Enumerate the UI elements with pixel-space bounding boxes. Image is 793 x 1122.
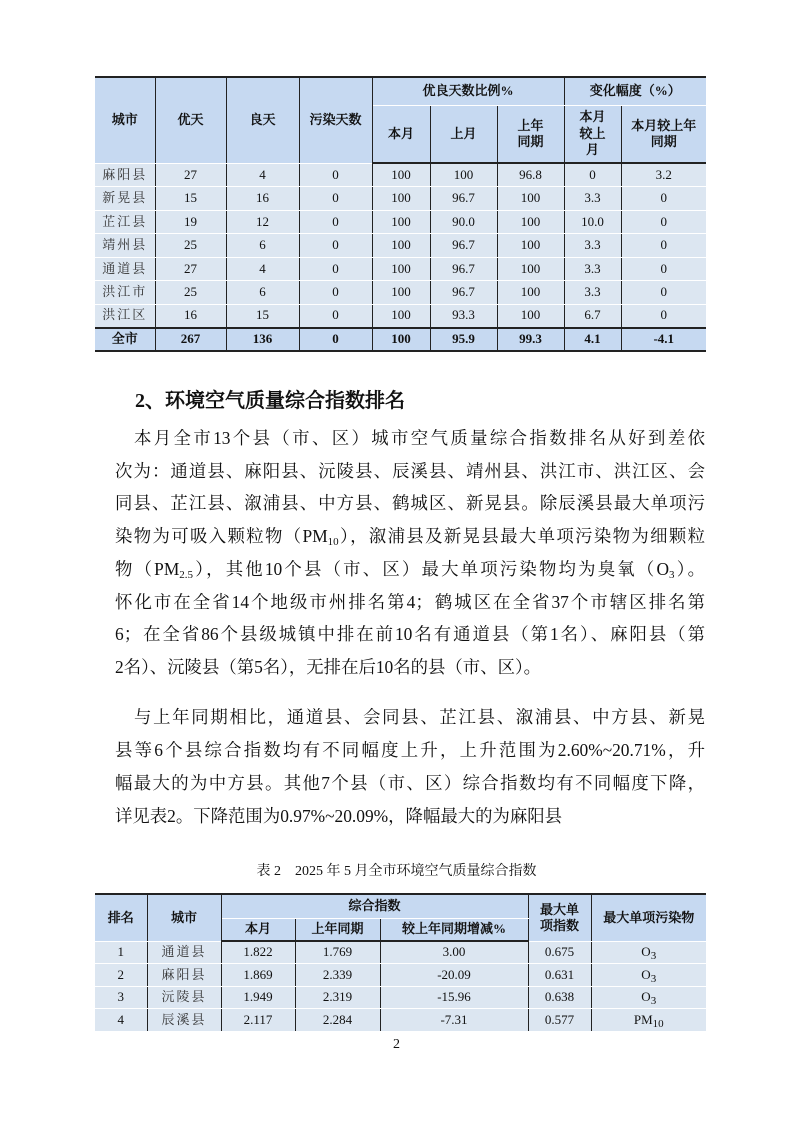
cell-change-vs-last-year: 0 bbox=[621, 210, 706, 234]
cell-city: 通道县 bbox=[95, 257, 155, 281]
cell-ratio-last-month: 96.7 bbox=[430, 187, 497, 211]
cell-ratio-last-year: 100 bbox=[497, 234, 564, 258]
cell-polluted-days: 0 bbox=[299, 234, 372, 258]
cell-change: -7.31 bbox=[380, 1009, 528, 1032]
cell-ratio-this-month: 100 bbox=[372, 281, 430, 305]
cell-ratio-last-month: 96.7 bbox=[430, 257, 497, 281]
cell-this-month: 1.949 bbox=[221, 986, 295, 1009]
cell-last-year: 2.284 bbox=[295, 1009, 380, 1032]
pollutant: O bbox=[641, 989, 651, 1005]
cell-good-days: 15 bbox=[226, 304, 299, 328]
cell-ratio-last-month: 93.3 bbox=[430, 304, 497, 328]
cell-rank: 2 bbox=[95, 964, 147, 987]
cell-last-year: 1.769 bbox=[295, 941, 380, 964]
header-last-year: 上年 同期 bbox=[497, 105, 564, 163]
cell-ratio-last-year: 96.8 bbox=[497, 163, 564, 187]
text: 本月全市13个县（市、区）城市空气质量综合指数排名从好到差依 bbox=[134, 428, 705, 448]
cell-excellent-days: 267 bbox=[155, 328, 226, 352]
text: 县等6个县综合指数均有不同幅度上升，上升范围为2.60%~20.71%，升 bbox=[115, 740, 705, 760]
paragraph-line bbox=[115, 771, 705, 795]
table-row bbox=[95, 328, 706, 352]
text: 6；在全省86个县级城镇中排在前10名有通道县（第1名）、麻阳县（第 bbox=[115, 624, 705, 644]
header-good: 良天 bbox=[226, 77, 299, 163]
pollutant: PM bbox=[633, 1011, 653, 1027]
cell-ratio-this-month: 100 bbox=[372, 304, 430, 328]
cell-ratio-last-year: 100 bbox=[497, 210, 564, 234]
header-max-pollutant: 最大单项污染物 bbox=[591, 894, 706, 941]
header-last-year: 上年同期 bbox=[295, 918, 380, 941]
text: 怀化市在全省14个地级市州排名第4；鹤城区在全省37个市辖区排名第 bbox=[115, 592, 705, 612]
cell-ratio-last-month: 90.0 bbox=[430, 210, 497, 234]
cell-rank: 3 bbox=[95, 986, 147, 1009]
cell-ratio-last-month: 100 bbox=[430, 163, 497, 187]
cell-ratio-this-month: 100 bbox=[372, 187, 430, 211]
cell-change-vs-last-year: -4.1 bbox=[621, 328, 706, 352]
paragraph-line bbox=[115, 524, 705, 548]
text: 次为：通道县、麻阳县、沅陵县、辰溪县、靖州县、洪江市、洪江区、会 bbox=[115, 461, 705, 481]
table-caption: 表 2 2025 年 5 月全市环境空气质量综合指数 bbox=[256, 864, 537, 879]
header-polluted: 污染天数 bbox=[299, 77, 372, 163]
cell-good-days: 136 bbox=[226, 328, 299, 352]
subscript: 2.5 bbox=[179, 569, 194, 581]
cell-good-days: 16 bbox=[226, 187, 299, 211]
cell-change-vs-last-month: 3.3 bbox=[564, 187, 621, 211]
cell-ratio-last-month: 95.9 bbox=[430, 328, 497, 352]
cell-excellent-days: 27 bbox=[155, 257, 226, 281]
header-rank: 排名 bbox=[95, 894, 147, 941]
cell-ratio-last-year: 99.3 bbox=[497, 328, 564, 352]
composite-index-table bbox=[95, 893, 706, 1032]
table-row bbox=[95, 210, 706, 234]
paragraph-line bbox=[115, 590, 705, 614]
cell-this-month: 1.869 bbox=[221, 964, 295, 987]
cell-good-days: 12 bbox=[226, 210, 299, 234]
paragraph-line bbox=[115, 804, 705, 828]
table-row bbox=[95, 964, 706, 987]
cell-change-vs-last-year: 0 bbox=[621, 257, 706, 281]
cell-max-index: 0.577 bbox=[528, 1009, 591, 1032]
table-row bbox=[95, 941, 706, 964]
subscript: 10 bbox=[327, 536, 339, 548]
pollutant: O bbox=[641, 944, 651, 960]
header-city: 城市 bbox=[95, 77, 155, 163]
cell-change-vs-last-month: 0 bbox=[564, 163, 621, 187]
text: 详见表2。下降范围为0.97%~20.09%，降幅最大的为麻阳县 bbox=[115, 806, 563, 826]
header-change-group: 变化幅度（%） bbox=[564, 77, 706, 105]
cell-last-year: 2.319 bbox=[295, 986, 380, 1009]
cell-ratio-last-year: 100 bbox=[497, 304, 564, 328]
section-heading: 2、环境空气质量综合指数排名 bbox=[135, 390, 405, 412]
cell-change-vs-last-year: 0 bbox=[621, 187, 706, 211]
cell-excellent-days: 25 bbox=[155, 234, 226, 258]
cell-city: 芷江县 bbox=[95, 210, 155, 234]
text: 染物为可吸入颗粒物（PM bbox=[115, 526, 328, 546]
cell-ratio-this-month: 100 bbox=[372, 328, 430, 352]
text: 同县、芷江县、溆浦县、中方县、鹤城区、新晃县。除辰溪县最大单项污 bbox=[115, 493, 705, 513]
header-this-month: 本月 bbox=[221, 918, 295, 941]
cell-change-vs-last-month: 10.0 bbox=[564, 210, 621, 234]
cell-max-pollutant bbox=[591, 941, 706, 964]
table-row bbox=[95, 986, 706, 1009]
cell-last-year: 2.339 bbox=[295, 964, 380, 987]
header-vs-last-year: 本月较上年 同期 bbox=[621, 105, 706, 163]
cell-change: 3.00 bbox=[380, 941, 528, 964]
cell-polluted-days: 0 bbox=[299, 281, 372, 305]
cell-change-vs-last-year: 3.2 bbox=[621, 163, 706, 187]
cell-max-pollutant bbox=[591, 1009, 706, 1032]
subscript: 3 bbox=[669, 569, 675, 581]
text: ）。 bbox=[674, 559, 705, 579]
cell-ratio-last-year: 100 bbox=[497, 257, 564, 281]
header-city: 城市 bbox=[147, 894, 221, 941]
cell-excellent-days: 15 bbox=[155, 187, 226, 211]
text: 幅最大的为中方县。其他7个县（市、区）综合指数均有不同幅度下降， bbox=[115, 773, 705, 793]
text: 2名）、沅陵县（第5名），无排在后10名的县（市、区）。 bbox=[115, 657, 542, 677]
cell-change-vs-last-year: 0 bbox=[621, 234, 706, 258]
cell-excellent-days: 16 bbox=[155, 304, 226, 328]
cell-good-days: 6 bbox=[226, 281, 299, 305]
table-row bbox=[95, 163, 706, 187]
text: ），溆浦县及新晃县最大单项污染物为细颗粒 bbox=[338, 526, 705, 546]
header-vs-last-month: 本月 较上 月 bbox=[564, 105, 621, 163]
cell-change: -15.96 bbox=[380, 986, 528, 1009]
cell-max-index: 0.638 bbox=[528, 986, 591, 1009]
cell-city: 沅陵县 bbox=[147, 986, 221, 1009]
cell-polluted-days: 0 bbox=[299, 210, 372, 234]
paragraph-line bbox=[115, 622, 705, 646]
cell-polluted-days: 0 bbox=[299, 328, 372, 352]
header-max-index: 最大单 项指数 bbox=[528, 894, 591, 941]
header-index-group: 综合指数 bbox=[221, 894, 528, 918]
cell-ratio-last-month: 96.7 bbox=[430, 281, 497, 305]
cell-city: 辰溪县 bbox=[147, 1009, 221, 1032]
header-excellent: 优天 bbox=[155, 77, 226, 163]
cell-ratio-this-month: 100 bbox=[372, 234, 430, 258]
cell-ratio-last-year: 100 bbox=[497, 281, 564, 305]
table-row bbox=[95, 304, 706, 328]
cell-polluted-days: 0 bbox=[299, 304, 372, 328]
cell-max-index: 0.631 bbox=[528, 964, 591, 987]
header-ratio-group: 优良天数比例% bbox=[372, 77, 564, 105]
table-row bbox=[95, 234, 706, 258]
pollutant-subscript: 3 bbox=[650, 972, 657, 985]
paragraph-line bbox=[115, 459, 705, 483]
cell-city: 全市 bbox=[95, 328, 155, 352]
text: 与上年同期相比，通道县、会同县、芷江县、溆浦县、中方县、新晃 bbox=[134, 707, 705, 727]
cell-change-vs-last-month: 3.3 bbox=[564, 281, 621, 305]
cell-city: 洪江市 bbox=[95, 281, 155, 305]
cell-max-pollutant bbox=[591, 986, 706, 1009]
text: 物（PM bbox=[115, 559, 180, 579]
cell-max-pollutant bbox=[591, 964, 706, 987]
cell-change-vs-last-year: 0 bbox=[621, 304, 706, 328]
cell-city: 通道县 bbox=[147, 941, 221, 964]
cell-good-days: 6 bbox=[226, 234, 299, 258]
cell-good-days: 4 bbox=[226, 163, 299, 187]
paragraph-line bbox=[115, 738, 705, 762]
paragraph-line bbox=[115, 557, 705, 581]
cell-max-index: 0.675 bbox=[528, 941, 591, 964]
paragraph-line bbox=[134, 705, 705, 729]
table-row bbox=[95, 187, 706, 211]
cell-change-vs-last-year: 0 bbox=[621, 281, 706, 305]
cell-this-month: 2.117 bbox=[221, 1009, 295, 1032]
pollutant: O bbox=[641, 966, 651, 982]
table-row bbox=[95, 281, 706, 305]
paragraph-line bbox=[115, 655, 705, 679]
table-row bbox=[95, 1009, 706, 1032]
cell-city: 洪江区 bbox=[95, 304, 155, 328]
paragraph-line bbox=[134, 426, 705, 450]
cell-city: 麻阳县 bbox=[95, 163, 155, 187]
air-quality-days-table bbox=[95, 76, 706, 352]
pollutant-subscript: 3 bbox=[650, 995, 657, 1008]
cell-city: 靖州县 bbox=[95, 234, 155, 258]
cell-change-vs-last-month: 6.7 bbox=[564, 304, 621, 328]
cell-ratio-last-month: 96.7 bbox=[430, 234, 497, 258]
cell-this-month: 1.822 bbox=[221, 941, 295, 964]
page-number: 2 bbox=[393, 1037, 400, 1052]
cell-city: 麻阳县 bbox=[147, 964, 221, 987]
cell-rank: 1 bbox=[95, 941, 147, 964]
cell-polluted-days: 0 bbox=[299, 257, 372, 281]
cell-ratio-this-month: 100 bbox=[372, 257, 430, 281]
cell-excellent-days: 27 bbox=[155, 163, 226, 187]
cell-good-days: 4 bbox=[226, 257, 299, 281]
header-this-month: 本月 bbox=[372, 105, 430, 163]
header-change: 较上年同期增减% bbox=[380, 918, 528, 941]
paragraph-line bbox=[115, 491, 705, 515]
cell-city: 新晃县 bbox=[95, 187, 155, 211]
header-last-month: 上月 bbox=[430, 105, 497, 163]
cell-ratio-last-year: 100 bbox=[497, 187, 564, 211]
cell-ratio-this-month: 100 bbox=[372, 163, 430, 187]
pollutant-subscript: 3 bbox=[650, 950, 657, 963]
cell-excellent-days: 25 bbox=[155, 281, 226, 305]
pollutant-subscript: 10 bbox=[652, 1017, 664, 1030]
cell-polluted-days: 0 bbox=[299, 163, 372, 187]
cell-change-vs-last-month: 4.1 bbox=[564, 328, 621, 352]
cell-excellent-days: 19 bbox=[155, 210, 226, 234]
cell-change: -20.09 bbox=[380, 964, 528, 987]
table-row bbox=[95, 257, 706, 281]
cell-change-vs-last-month: 3.3 bbox=[564, 257, 621, 281]
cell-change-vs-last-month: 3.3 bbox=[564, 234, 621, 258]
text: ），其他10个县（市、区）最大单项污染物均为臭氧（O bbox=[193, 559, 670, 579]
cell-rank: 4 bbox=[95, 1009, 147, 1032]
cell-polluted-days: 0 bbox=[299, 187, 372, 211]
cell-ratio-this-month: 100 bbox=[372, 210, 430, 234]
